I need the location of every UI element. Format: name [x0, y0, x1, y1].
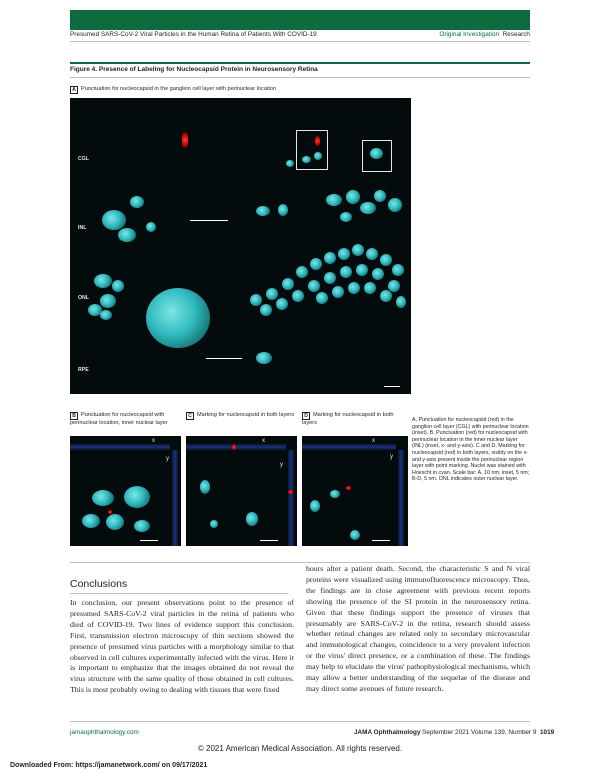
- nucleus: [356, 264, 368, 276]
- nucleus: [302, 156, 311, 163]
- nucleus: [396, 296, 406, 308]
- nucleus: [388, 198, 402, 212]
- nucleus: [256, 206, 270, 216]
- article-type-label: Original Investigation: [439, 31, 500, 38]
- nucleus: [370, 148, 383, 159]
- nucleocapsid-signal: [182, 132, 188, 148]
- nucleus: [350, 530, 360, 540]
- section-heading: Conclusions: [70, 578, 128, 590]
- nucleus: [324, 272, 336, 284]
- nucleus-enlarged: [146, 288, 210, 348]
- panel-d-label: [302, 412, 406, 426]
- nucleus: [332, 286, 344, 298]
- nucleus: [130, 196, 144, 208]
- nucleus: [112, 280, 124, 292]
- nucleus: [380, 290, 392, 302]
- yz-projection: [398, 450, 404, 546]
- journal-color-bar: [70, 10, 530, 30]
- panel-c-micrograph: [186, 436, 297, 546]
- nucleus: [200, 480, 210, 494]
- scale-bar: [260, 540, 278, 541]
- nucleus: [256, 352, 272, 364]
- panel-a-label: [70, 86, 276, 94]
- nucleocapsid-signal: [346, 486, 351, 490]
- layer-label-cgl: CGL: [78, 156, 89, 162]
- nucleus: [278, 204, 288, 216]
- xz-projection: [186, 444, 286, 450]
- panel-a-letter: A: [70, 86, 78, 94]
- panel-b-label: [70, 412, 180, 426]
- figure-title-rule: [70, 77, 530, 78]
- nucleus: [310, 500, 320, 512]
- figure-title: Figure 4. Presence of Labeling for Nucleocapsid Protein in Neurosensory Retina: [70, 66, 318, 73]
- nucleus: [360, 202, 376, 214]
- journal-name: JAMA Ophthalmology: [354, 729, 421, 736]
- axis-y-label: y: [390, 454, 393, 460]
- layer-label-inl: INL: [78, 225, 87, 231]
- download-stamp: Downloaded From: https://jamanetwork.com/ on 09/17/2021: [10, 762, 208, 769]
- nucleus: [246, 512, 258, 526]
- nucleus: [282, 278, 294, 290]
- layer-label-onl: ONL: [78, 295, 89, 301]
- panel-c-letter: C: [186, 412, 194, 420]
- layer-label-rpe: RPE: [78, 367, 89, 373]
- nucleus: [310, 258, 322, 270]
- page-number: 1019: [540, 729, 555, 736]
- nucleus: [266, 288, 278, 300]
- nucleus: [292, 290, 304, 302]
- nucleus: [106, 514, 124, 530]
- nucleus: [348, 282, 360, 294]
- panel-c-text: Marking for nucleocapsid in both layers: [197, 412, 295, 418]
- nucleus: [100, 294, 116, 308]
- nucleus: [260, 304, 272, 316]
- nucleus: [346, 190, 360, 204]
- nucleus: [330, 490, 340, 498]
- nucleus: [286, 160, 294, 167]
- panel-d-text: Marking for nucleocapsid in both layers: [302, 412, 394, 426]
- nucleocapsid-signal: [108, 510, 112, 514]
- panel-a-micrograph: [70, 98, 411, 394]
- nucleus: [364, 282, 376, 294]
- axis-x-label: x: [152, 438, 155, 444]
- figure-top-rule: [70, 62, 530, 64]
- axis-x-label: x: [262, 438, 265, 444]
- nucleus: [100, 310, 112, 320]
- scale-bar: [372, 540, 390, 541]
- nucleus: [392, 264, 404, 276]
- nucleus: [308, 280, 320, 292]
- nucleus: [366, 248, 378, 260]
- nucleus: [250, 294, 262, 306]
- body-column-left: In conclusion, our present observations point to the presence of presumed SARS-CoV-2 viral particles in the retina of patients who died of COVID-19. Two lines of evidence support this conclusion. First, transmission electron microscopy of thin sections showed the presence of presumed virus particles with a morphology similar to that observed in cell cultures experimentally infected with the virus. Here it is important to emphasize that the images obtained do not reveal the virus structure with the same quality of those obtained in cell cultures. This is most probably owing to dealing with tissues that were fixed: [70, 598, 294, 695]
- panel-b-text: Punctuation for nucleocapsid with perinuclear location, inner nuclear layer: [70, 412, 168, 426]
- footer-rule: [70, 721, 530, 722]
- header-rule: [70, 41, 530, 42]
- figure-caption: A, Punctuation for nucleocapsid (red) in the ganglion cell layer (CGL) with perinuclear location (inset). B, Punctuation (red) for nucleocapsid with perinuclear location in the inner nuclear layer (INL) (inset, x- and y-axis). C and D, Marking for nucleocapsid (red) in both layers, visibly on the x- and y-axis present inside the perinuclear region layer with point marking. Nuclei was stained with Hoescht in cyan. Scale bar: A, 10 nm; inset, 5 nm; B-D, 5 nm. ONL indicates outer nuclear layer.: [412, 417, 530, 483]
- nucleus: [82, 514, 100, 528]
- panel-d-letter: D: [302, 412, 310, 420]
- body-column-right: hours after a patient death. Second, the characteristic S and N viral proteins were visualized using immunofluorescence microscopy. Thus, the findings are in close agreement with previous recent reports showing the presence of the SI protein in the neurosensory retina. Given that these findings support the presence of viruses that presumably are SARS-CoV-2 in the retina, research should assess whether retinal changes are related only to secondary microvascular and immunological changes, coincidence to a very prevalent infection or the virus' direct presence, or a combination of these. The findings may help to elucidate the virus' pathophysiological mechanisms, which may allow a better understanding of the sequelae of the disease and may direct some avenues of future research.: [306, 564, 530, 693]
- nucleus: [94, 274, 112, 288]
- copyright-notice: © 2021 American Medical Association. All rights reserved.: [197, 744, 403, 753]
- nucleus: [92, 490, 114, 506]
- panel-b-letter: B: [70, 412, 78, 420]
- nucleus: [118, 228, 136, 242]
- nucleus: [340, 266, 352, 278]
- panel-b-micrograph: [70, 436, 181, 546]
- running-title: Presumed SARS-CoV-2 Viral Particles in the Human Retina of Patients With COVID-19: [70, 31, 317, 38]
- yz-projection: [172, 450, 178, 546]
- nucleus: [372, 268, 384, 280]
- nucleus: [102, 210, 126, 230]
- panel-d-micrograph: [302, 436, 408, 546]
- axis-x-label: x: [372, 438, 375, 444]
- figure-bottom-rule: [70, 562, 530, 563]
- yz-projection: [288, 450, 294, 546]
- nucleocapsid-signal: [232, 444, 236, 450]
- panel-c-label: [186, 412, 296, 420]
- scale-bar: [190, 220, 228, 221]
- section-heading-rule: [70, 593, 288, 594]
- scale-bar: [384, 386, 400, 387]
- nucleus: [340, 212, 352, 222]
- nucleus: [314, 152, 322, 160]
- nucleus: [380, 254, 392, 266]
- nucleus: [296, 266, 308, 278]
- panel-a-text: Punctuation for nucleocapsid in the ganglion cell layer with perinuclear location: [81, 86, 276, 92]
- scale-bar: [206, 358, 242, 359]
- inset-box: [296, 130, 328, 170]
- axis-y-label: y: [166, 456, 169, 462]
- nucleus: [388, 280, 400, 292]
- article-type: [439, 31, 530, 39]
- nucleus: [352, 244, 364, 256]
- axis-y-label: y: [280, 462, 283, 468]
- nucleus: [210, 520, 218, 528]
- nucleus: [124, 486, 150, 508]
- nucleus: [374, 190, 386, 202]
- nucleocapsid-signal: [288, 490, 293, 494]
- nucleus: [146, 222, 156, 232]
- nucleus: [134, 520, 150, 532]
- xz-projection: [302, 444, 396, 450]
- scale-bar: [140, 540, 158, 541]
- journal-website-link[interactable]: jamaophthalmology.com: [70, 729, 139, 736]
- nucleus: [276, 298, 288, 310]
- nucleus: [338, 248, 350, 260]
- issue-info: September 2021 Volume 139, Number 9: [422, 729, 537, 736]
- nucleus: [324, 252, 336, 264]
- nucleus: [326, 194, 342, 206]
- xz-projection: [70, 444, 170, 450]
- section-label: Research: [502, 31, 530, 38]
- nucleus: [316, 292, 328, 304]
